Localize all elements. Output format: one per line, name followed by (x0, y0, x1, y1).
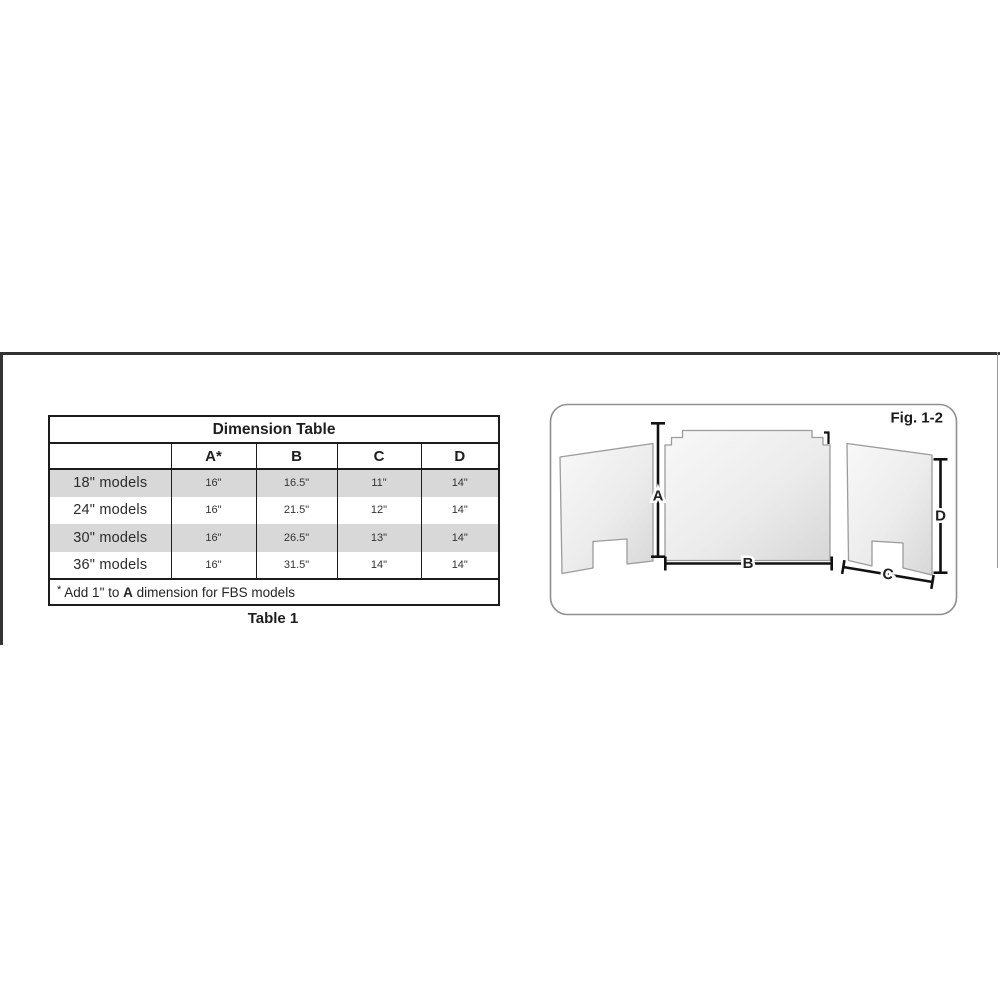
cell-b: 31.5" (256, 552, 337, 580)
footnote-text-post: dimension for FBS models (132, 585, 295, 600)
center-panel-shape (665, 431, 830, 561)
cell-a: 16" (171, 469, 256, 497)
cell-d: 14" (421, 497, 499, 525)
dim-label-c: C (881, 565, 895, 584)
table-caption: Table 1 (247, 610, 299, 627)
cell-d: 14" (421, 552, 499, 580)
column-header-d: D (421, 443, 499, 469)
cell-b: 16.5" (256, 469, 337, 497)
row-label: 30" models (49, 524, 171, 552)
footnote-text-pre: Add 1" to (61, 585, 124, 600)
cell-b: 26.5" (256, 524, 337, 552)
cell-a: 16" (171, 497, 256, 525)
cell-d: 14" (421, 469, 499, 497)
cell-a: 16" (171, 524, 256, 552)
column-header-c: C (337, 443, 421, 469)
footnote-dim-letter: A (123, 585, 133, 600)
cell-c: 11" (337, 469, 421, 497)
dim-label-a: A (652, 487, 664, 505)
cell-a: 16" (171, 552, 256, 580)
cell-b: 21.5" (256, 497, 337, 525)
cell-c: 14" (337, 552, 421, 580)
row-label: 24" models (73, 502, 148, 519)
dim-label-d: D (935, 507, 946, 525)
row-label: 18" models (49, 469, 171, 497)
footnote-asterisk: * (57, 584, 62, 596)
cell-c: 12" (337, 497, 421, 525)
column-header-b: B (256, 443, 337, 469)
cell-d: 14" (421, 524, 499, 552)
dim-label-b: B (742, 555, 754, 572)
column-header-a: A* (171, 443, 256, 469)
cell-c: 13" (337, 524, 421, 552)
figure-label: Fig. 1-2 (890, 409, 943, 427)
row-label: 36" models (73, 556, 148, 573)
table-title: Dimension Table (49, 416, 499, 443)
